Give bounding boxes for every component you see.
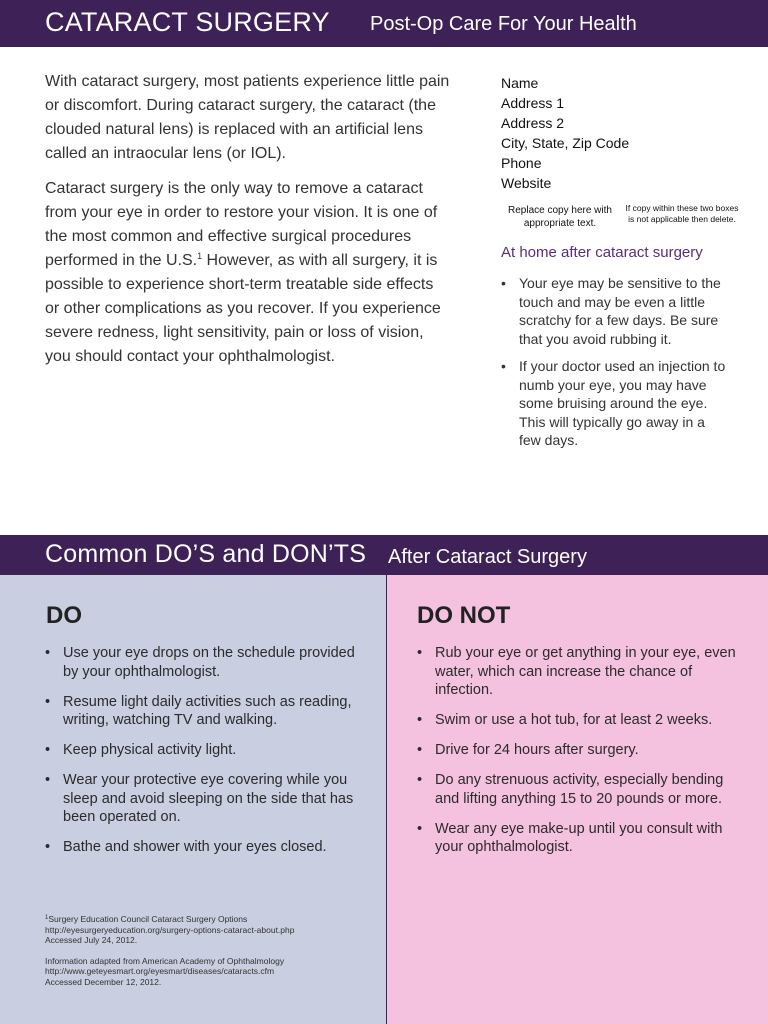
section-subtitle: After Cataract Surgery [388, 546, 587, 568]
intro-paragraph-1: With cataract surgery, most patients experience little pain or discomfort. During cataract surgery, the cataract (the clouded natural lens) is replaced with an artificial lens called an intraocular lens (or IOL). [45, 73, 450, 162]
list-item: • Bathe and shower with your eyes closed. [45, 838, 365, 857]
intro-paragraph-2 [45, 177, 450, 369]
do-list [45, 644, 365, 868]
reference-marker: 1 [45, 915, 49, 921]
footnote-marker: 1 [197, 251, 203, 261]
list-item: • If your doctor used an injection to numb your eye, you may have some bruising around the eye. This will typically go away in a few days. [501, 357, 726, 450]
list-item: • Do any strenuous activity, especially bending and lifting anything 15 to 20 pounds or more. [417, 771, 747, 808]
home-care-list [501, 274, 726, 459]
intro-paragraph-2-text-cont: However, as with all surgery, it is possible to experience short-term treatable side effects or other complications as you recover. If you experience severe redness, light sensitivity, pain or loss of vision, you should contact your ophthalmologist. [45, 252, 441, 365]
list-item: • Your eye may be sensitive to the touch and may be even a little scratchy for a few days. Be sure that you avoid rubbing it. [501, 274, 726, 348]
reference-1-title: Surgery Education Council Cataract Surgery Options [48, 914, 248, 924]
contact-name: Name [501, 75, 539, 91]
reference-1-accessed: Accessed July 24, 2012. [45, 935, 138, 945]
contact-address-2: Address 2 [501, 115, 565, 131]
do-not-panel [387, 575, 768, 1024]
list-item: • Drive for 24 hours after surgery. [417, 741, 747, 760]
do-not-heading: DO NOT [417, 602, 511, 629]
page-title: CATARACT SURGERY [45, 7, 330, 37]
reference-2-accessed: Accessed December 12, 2012. [45, 976, 162, 987]
intro-paragraph-2-text: Cataract surgery is the only way to remove a cataract from your eye in order to restore your vision. It is one of the most common and effective surgical procedures performed in the U.S. [45, 180, 438, 269]
reference-2-title: Information adapted from American Academy of Ophthalmology [45, 955, 285, 966]
reference-2 [45, 956, 294, 988]
reference-1 [45, 914, 294, 946]
placeholder-note: Replace copy here with appropriate text. [508, 205, 612, 229]
list-item: • Wear any eye make-up until you consult with your ophthalmologist. [417, 820, 747, 857]
list-item: • Resume light daily activities such as reading, writing, watching TV and walking. [45, 693, 365, 730]
home-care-heading: At home after cataract surgery [501, 244, 703, 261]
list-item: • Swim or use a hot tub, for at least 2 weeks. [417, 711, 747, 730]
contact-city: City, State, Zip Code [501, 135, 630, 151]
section-bar [0, 535, 768, 575]
list-item: • Use your eye drops on the schedule provided by your ophthalmologist. [45, 644, 365, 681]
list-item: • Wear your protective eye covering while you sleep and avoid sleeping on the side that has been operated on. [45, 771, 365, 827]
delete-note: If copy within these two boxes is not applicable then delete. [625, 203, 739, 224]
list-item: • Rub your eye or get anything in your eye, even water, which can increase the chance of infection. [417, 644, 747, 700]
contact-address-1: Address 1 [501, 95, 565, 111]
list-item: • Keep physical activity light. [45, 741, 365, 760]
reference-2-url: http://www.geteyesmart.org/eyesmart/diseases/cataracts.cfm [45, 966, 275, 976]
section-title: Common DO’S and DON’TS [45, 540, 367, 568]
contact-block [501, 73, 629, 193]
do-heading: DO [46, 602, 82, 629]
contact-phone: Phone [501, 155, 542, 171]
references [45, 914, 294, 997]
page-subtitle: Post-Op Care For Your Health [370, 13, 637, 35]
contact-website: Website [501, 175, 552, 191]
intro-text [45, 70, 450, 380]
header-bar [0, 0, 768, 47]
reference-1-url: http://eyesurgeryeducation.org/surgery-options-cataract-about.php [45, 924, 295, 935]
do-not-list [417, 644, 747, 868]
